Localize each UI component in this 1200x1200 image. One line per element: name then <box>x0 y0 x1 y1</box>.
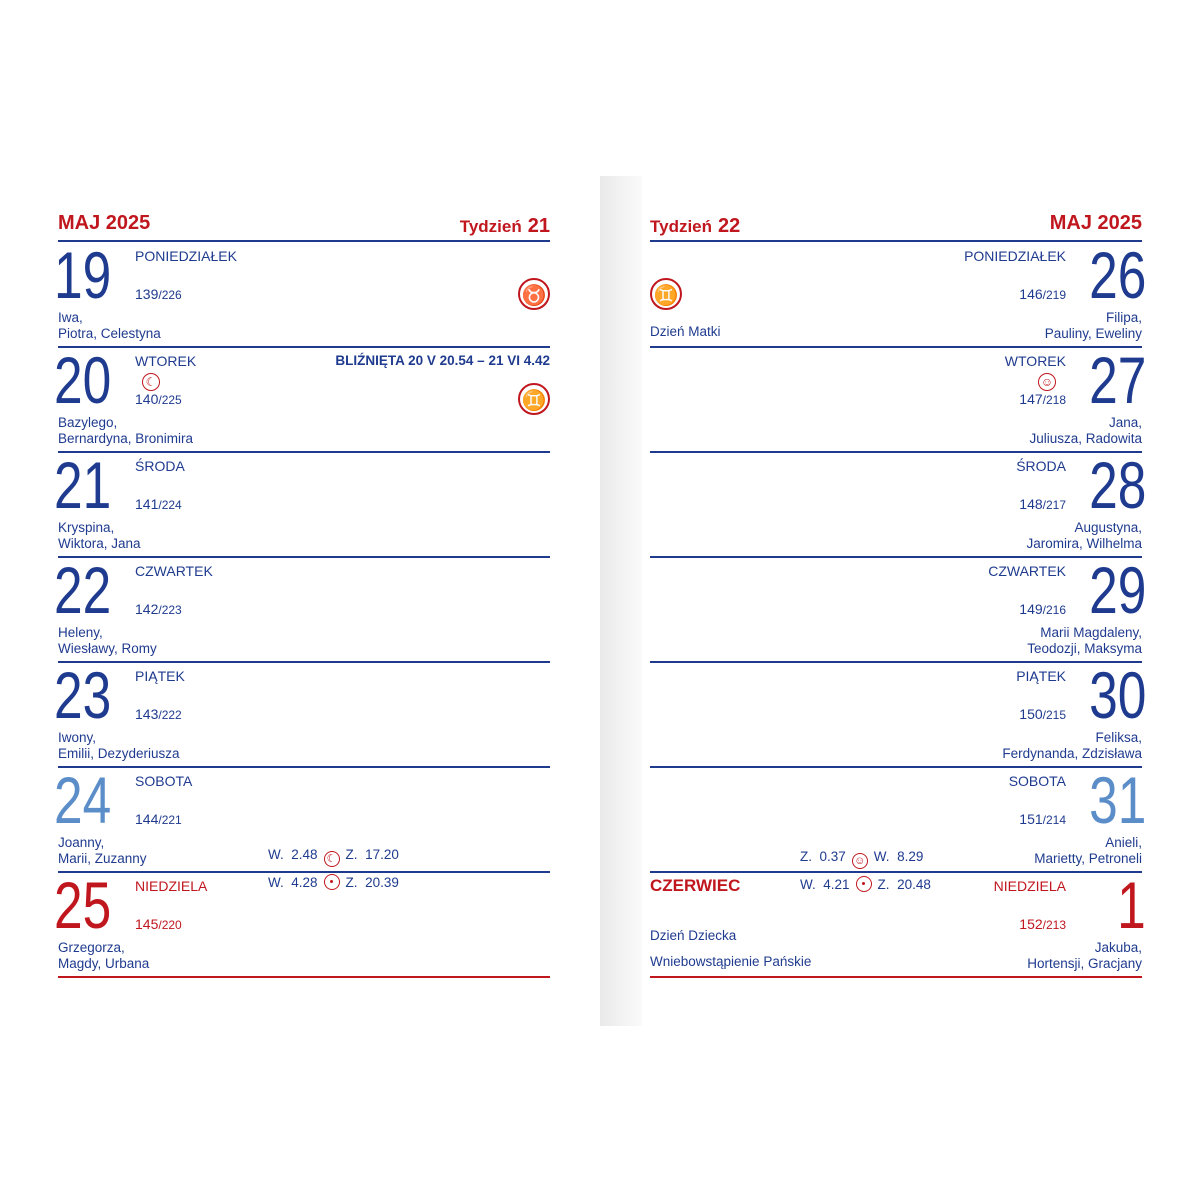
day-row <box>650 553 1146 663</box>
day-row <box>650 343 1146 453</box>
holiday-label: Dzień Dziecka <box>650 928 737 943</box>
left-header <box>58 210 550 242</box>
day-count: 144/221 <box>135 811 182 827</box>
right-header <box>650 210 1142 242</box>
moon-times: W. 2.48 ☾ Z. 17.20 <box>268 847 399 865</box>
name-days: Bazylego, Bernardyna, Bronimira <box>58 415 194 446</box>
name-days: Joanny, Marii, Zuzanny <box>58 835 147 866</box>
name-days: Iwa, Piotra, Celestyna <box>58 310 161 341</box>
day-name: PONIEDZIAŁEK <box>964 248 1066 264</box>
name-days: Jana, Juliusza, Radowita <box>1029 415 1142 446</box>
day-number: 30 <box>1088 658 1146 732</box>
day-row <box>54 658 550 768</box>
day-count: 140/225 <box>135 391 182 407</box>
month-title: MAJ 2025 <box>58 212 151 234</box>
holiday-label: Wniebowstąpienie Pańskie <box>650 954 812 969</box>
sun-icon <box>856 876 872 892</box>
left-page <box>54 210 550 990</box>
day-name: CZWARTEK <box>988 563 1066 579</box>
gemini-icon: ♊ <box>518 383 550 415</box>
week-label: Tydzień 22 <box>650 215 741 237</box>
day-row <box>54 763 550 873</box>
day-count: 147/218 <box>1019 391 1066 407</box>
name-days: Marii Magdaleny, Teodozji, Maksyma <box>1027 625 1142 656</box>
day-count: 152/213 <box>1019 916 1066 932</box>
day-count: 145/220 <box>135 916 182 932</box>
day-row <box>650 868 1146 978</box>
day-count: 149/216 <box>1019 601 1066 617</box>
day-number: 23 <box>54 658 112 732</box>
day-name: WTOREK <box>1004 353 1066 369</box>
name-days: Filipa, Pauliny, Eweliny <box>1044 310 1142 341</box>
day-number: 25 <box>54 868 112 942</box>
day-number: 28 <box>1088 448 1146 522</box>
day-name: PONIEDZIAŁEK <box>135 248 237 264</box>
day-row <box>650 238 1146 348</box>
day-number: 21 <box>54 448 112 522</box>
day-count: 142/223 <box>135 601 182 617</box>
month-title: MAJ 2025 <box>1049 212 1142 234</box>
day-count: 146/219 <box>1019 286 1066 302</box>
page-gutter <box>600 176 642 1026</box>
day-number: 19 <box>54 238 112 312</box>
day-name: SOBOTA <box>135 773 193 789</box>
day-number: 1 <box>1117 868 1146 942</box>
day-row <box>650 763 1146 873</box>
full-moon-icon: ☺ <box>852 853 868 869</box>
day-name: ŚRODA <box>1016 458 1066 474</box>
day-name: NIEDZIELA <box>135 878 208 894</box>
moon-times: Z. 0.37 ☺ W. 8.29 <box>800 849 924 867</box>
next-month-label: CZERWIEC <box>650 876 741 895</box>
day-name: NIEDZIELA <box>993 878 1066 894</box>
day-number: 31 <box>1088 763 1146 837</box>
sun-times: W. 4.28 Z. 20.39 <box>268 875 399 890</box>
day-name: ŚRODA <box>135 458 185 474</box>
name-days: Iwony, Emilii, Dezyderiusza <box>58 730 180 761</box>
name-days: Jakuba, Hortensji, Gracjany <box>1027 940 1142 971</box>
day-row <box>650 448 1146 558</box>
week-label: Tydzień 21 <box>459 215 550 237</box>
day-number: 26 <box>1088 238 1146 312</box>
right-page <box>650 210 1146 990</box>
zodiac-note: BLIŹNIĘTA 20 V 20.54 – 21 VI 4.42 <box>335 353 550 368</box>
sun-icon <box>324 874 340 890</box>
day-number: 24 <box>54 763 112 837</box>
name-days: Augustyna, Jaromira, Wilhelma <box>1026 520 1142 551</box>
day-row <box>54 238 550 348</box>
day-count: 148/217 <box>1019 496 1066 512</box>
name-days: Feliksa, Ferdynanda, Zdzisława <box>1002 730 1142 761</box>
day-name: SOBOTA <box>1008 773 1066 789</box>
day-number: 20 <box>54 343 112 417</box>
day-row <box>650 658 1146 768</box>
sun-times: W. 4.21 Z. 20.48 <box>800 877 931 892</box>
name-days: Kryspina, Wiktora, Jana <box>58 520 141 551</box>
day-row <box>54 448 550 558</box>
day-count: 151/214 <box>1019 811 1066 827</box>
gemini-icon: ♊ <box>650 278 682 310</box>
day-count: 150/215 <box>1019 706 1066 722</box>
full-moon-icon: ☺ <box>1038 373 1056 391</box>
name-days: Heleny, Wiesławy, Romy <box>58 625 157 656</box>
new-moon-icon: ☾ <box>142 373 160 391</box>
day-row <box>54 868 550 978</box>
day-name: PIĄTEK <box>1016 668 1066 684</box>
new-moon-icon: ☾ <box>324 851 340 867</box>
day-number: 22 <box>54 553 112 627</box>
taurus-icon: ♉ <box>518 278 550 310</box>
day-count: 141/224 <box>135 496 182 512</box>
name-days: Grzegorza, Magdy, Urbana <box>58 940 150 971</box>
day-row <box>54 553 550 663</box>
day-row <box>54 343 550 453</box>
day-count: 139/226 <box>135 286 182 302</box>
day-name: PIĄTEK <box>135 668 185 684</box>
day-number: 27 <box>1088 343 1146 417</box>
holiday-label: Dzień Matki <box>650 324 721 339</box>
name-days: Anieli, Marietty, Petroneli <box>1034 835 1142 866</box>
day-name: CZWARTEK <box>135 563 213 579</box>
day-name: WTOREK <box>135 353 197 369</box>
day-number: 29 <box>1088 553 1146 627</box>
day-count: 143/222 <box>135 706 182 722</box>
